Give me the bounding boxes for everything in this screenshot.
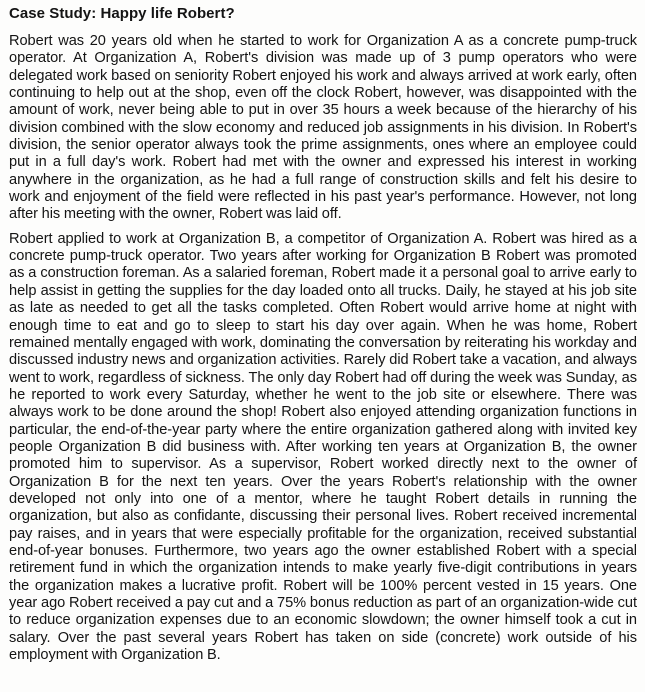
page-title: Case Study: Happy life Robert? [9,5,235,22]
paragraph-organization-a: Robert was 20 years old when he started to work for Organization A as a concrete pump-truck operator. At Organization A, Robert's division was made up of 3 pump operators who were delegated work based on seniority Robert enjoyed his work and always arrived at work early, often continuing to help out at the shop, even off the clock Robert, however, was disappointed with the amount of work, never being able to put in over 35 hours a week because of the hierarchy of his division combined with the slow economy and reduced job assignments in his division. In Robert's division, the senior operator always took the prime assignments, ones where an employee could put in a full day's work. Robert had met with the owner and expressed his interest in working anywhere in the organization, as he had a full range of construction skills and felt his desire to work and enjoyment of the field were reflected in his past year's performance. However, not long after his meeting with the owner, Robert was laid off. [9,33,637,223]
paragraph-organization-b: Robert applied to work at Organization B, a competitor of Organization A. Robert was hired as a concrete pump-truck operator. Two years after working for Organization B Robert was promoted as a construction foreman. As a salaried foreman, Robert made it a personal goal to arrive early to help assist in getting the supplies for the day loaded onto all trucks. Daily, he stayed at his job site as late as needed to get all the tasks completed. Often Robert would arrive home at night with enough time to eat and go to sleep to start his day over again. When he was home, Robert remained mentally engaged with work, dominating the conversation by reiterating his workday and discussed industry news and organization activities. Rarely did Robert take a vacation, and always went to work, regardless of sickness. The only day Robert had off during the week was Sunday, as he reported to work every Saturday, whether he went to the job site or elsewhere. There was always work to be done around the shop! Robert also enjoyed attending organization functions in particular, the end-of-the-year party where the entire organization gathered along with invited key people Organization B did business with. After working ten years at Organization B, the owner promoted him to supervisor. As a supervisor, Robert worked directly next to the owner of Organization B for the next ten years. Over the years Robert's relationship with the owner developed not only into one of a mentor, where he taught Robert details in running the organization, but also as confidante, discussing their personal lives. Robert received incremental pay raises, and in years that were especially profitable for the organization, received substantial end-of-year bonuses. Furthermore, two years ago the owner established Robert with a special retirement fund in which the organization intends to make yearly five-digit contributions in years the organization makes a lucrative profit. Robert will be 100% percent vested in 15 years. One year ago Robert received a pay cut and a 75% bonus reduction as part of an organization-wide cut to reduce organization expenses due to an economic slowdown; the owner himself took a cut in salary. Over the past several years Robert has taken on side (concrete) work outside of his employment with Organization B. [9,230,637,664]
